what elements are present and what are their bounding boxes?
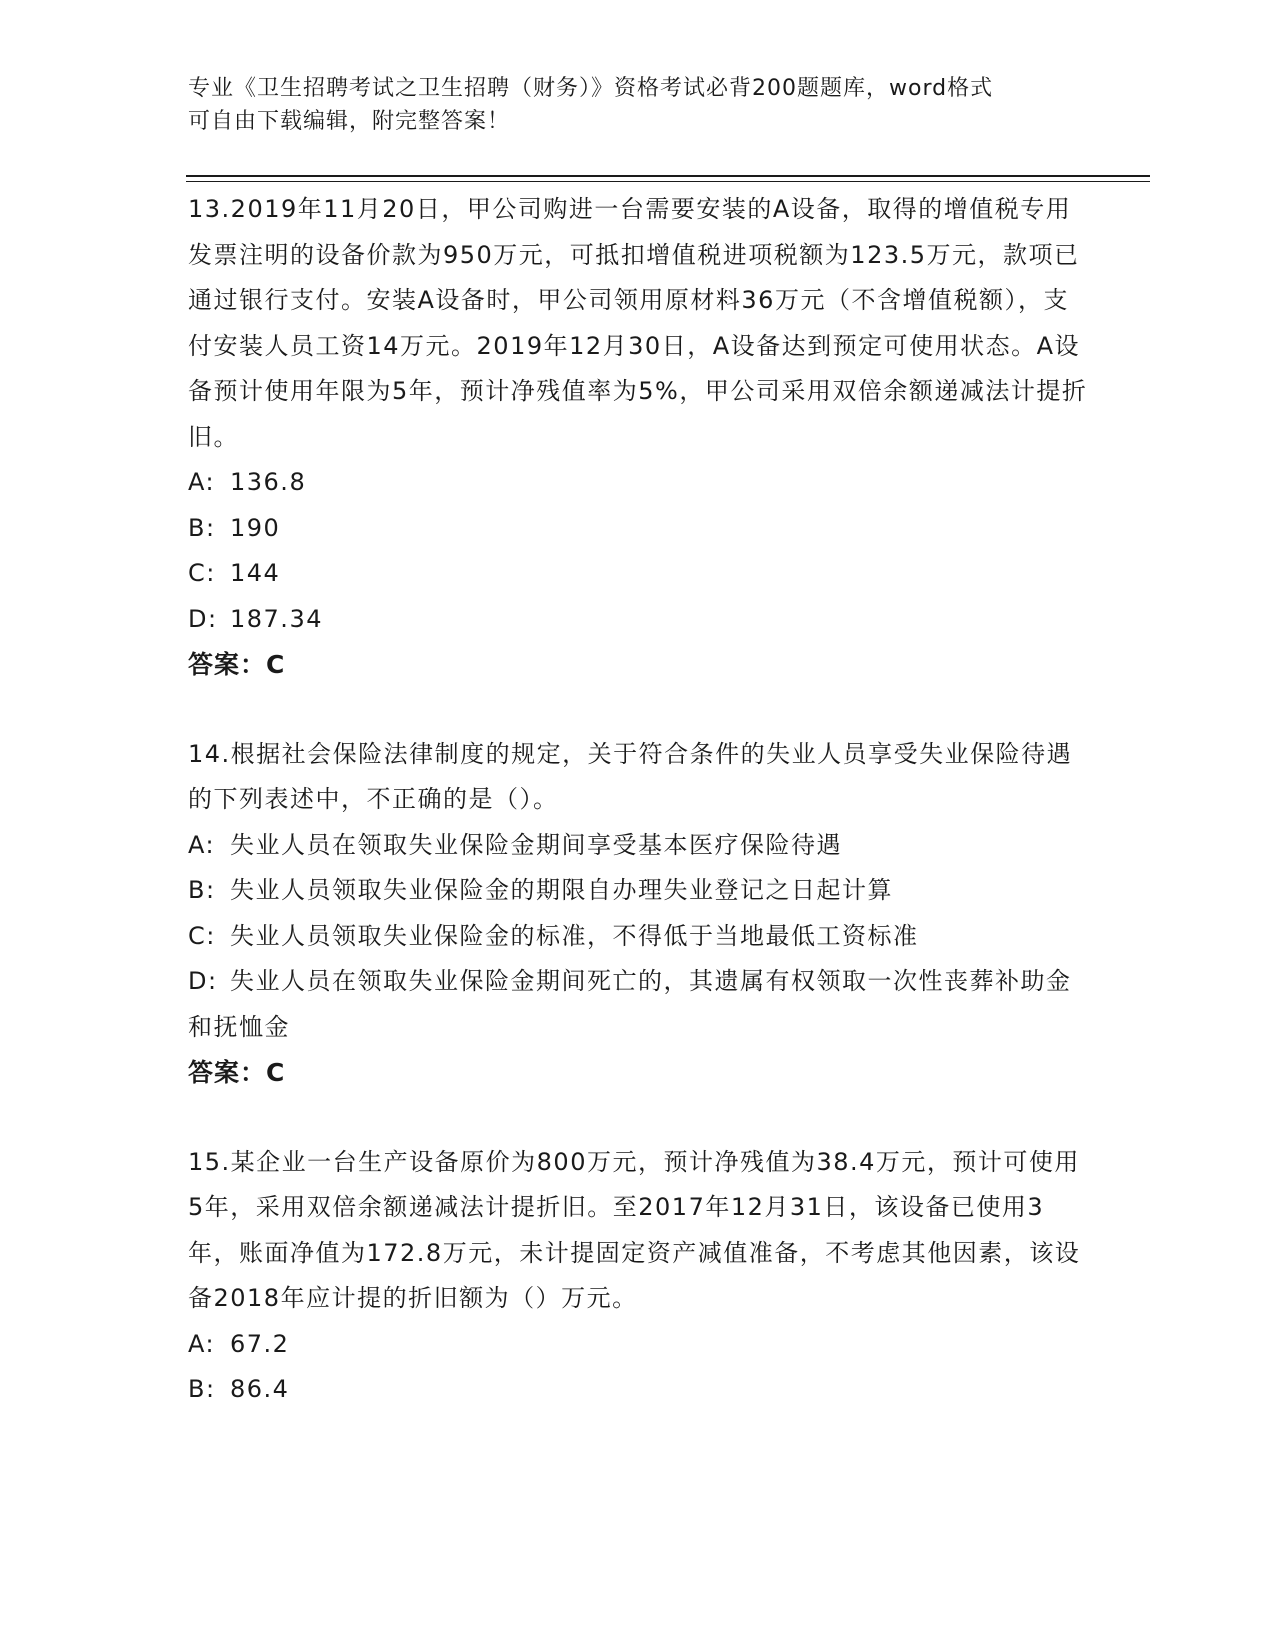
option-letter: D: bbox=[188, 604, 218, 633]
option-c bbox=[188, 551, 1088, 597]
option-letter: D: bbox=[188, 967, 218, 995]
header-divider-thin bbox=[186, 181, 1150, 182]
option-text: 136.8 bbox=[230, 468, 307, 496]
option-a bbox=[188, 1322, 1088, 1368]
option-text: 190 bbox=[230, 513, 281, 542]
header-divider bbox=[186, 175, 1150, 177]
option-d bbox=[188, 597, 1088, 643]
answer-line: 答案：C bbox=[188, 1058, 286, 1087]
option-letter: B: bbox=[188, 876, 216, 904]
option-text: 144 bbox=[230, 559, 281, 587]
document-header bbox=[188, 72, 1068, 138]
option-letter: C: bbox=[188, 921, 216, 950]
option-text: 67.2 bbox=[230, 1329, 290, 1358]
option-b bbox=[188, 868, 1088, 914]
option-letter: A: bbox=[188, 830, 216, 859]
question-stem: 14.根据社会保险法律制度的规定，关于符合条件的失业人员享受失业保险待遇的下列表述中，不正确的是（）。 bbox=[188, 739, 1073, 813]
question-15 bbox=[188, 1140, 1088, 1413]
option-d bbox=[188, 959, 1088, 1050]
option-text: 187.34 bbox=[230, 604, 323, 633]
question-13 bbox=[188, 187, 1088, 688]
option-a bbox=[188, 460, 1088, 506]
header-title-line-2: 可自由下载编辑，附完整答案！ bbox=[188, 109, 511, 134]
option-letter: B: bbox=[188, 513, 216, 542]
option-letter: B: bbox=[188, 1375, 216, 1403]
option-text: 失业人员领取失业保险金的标准，不得低于当地最低工资标准 bbox=[230, 921, 919, 950]
option-text: 失业人员在领取失业保险金期间享受基本医疗保险待遇 bbox=[230, 830, 842, 859]
question-stem: 13.2019年11月20日，甲公司购进一台需要安装的A设备，取得的增值税专用发票注明的设备价款为950万元，可抵扣增值税进项税额为123.5万元，款项已通过银行支付。安装A设备时，甲公司领用原材料36万元（不含增值税额），支付安装人员工资14万元。2019年12月30日，A设备达到预定可使用状态。A设备预计使用年限为5年，预计净残值率为5%，甲公司采用双倍余额递减法计提折旧。 bbox=[188, 195, 1088, 451]
option-c bbox=[188, 914, 1088, 960]
question-list bbox=[188, 187, 1088, 1413]
option-text: 失业人员领取失业保险金的期限自办理失业登记之日起计算 bbox=[230, 876, 893, 904]
question-stem: 15.某企业一台生产设备原价为800万元，预计净残值为38.4万元，预计可使用5年，采用双倍余额递减法计提折旧。至2017年12月31日，该设备已使用3年，账面净值为172.8万元，未计提固定资产减值准备，不考虑其他因素，该设备2018年应计提的折旧额为（）万元。 bbox=[188, 1147, 1081, 1312]
option-letter: A: bbox=[188, 468, 216, 496]
option-text: 86.4 bbox=[230, 1375, 290, 1403]
header-title-line-1: 专业《卫生招聘考试之卫生招聘（财务）》资格考试必背200题题库，word格式 bbox=[188, 76, 994, 101]
answer-line: 答案：C bbox=[188, 650, 286, 679]
option-a bbox=[188, 823, 1088, 869]
option-b bbox=[188, 1367, 1088, 1413]
question-14 bbox=[188, 732, 1088, 1096]
option-letter: C: bbox=[188, 559, 216, 587]
option-text: 失业人员在领取失业保险金期间死亡的，其遗属有权领取一次性丧葬补助金和抚恤金 bbox=[188, 967, 1072, 1041]
option-b bbox=[188, 506, 1088, 552]
option-letter: A: bbox=[188, 1329, 216, 1358]
